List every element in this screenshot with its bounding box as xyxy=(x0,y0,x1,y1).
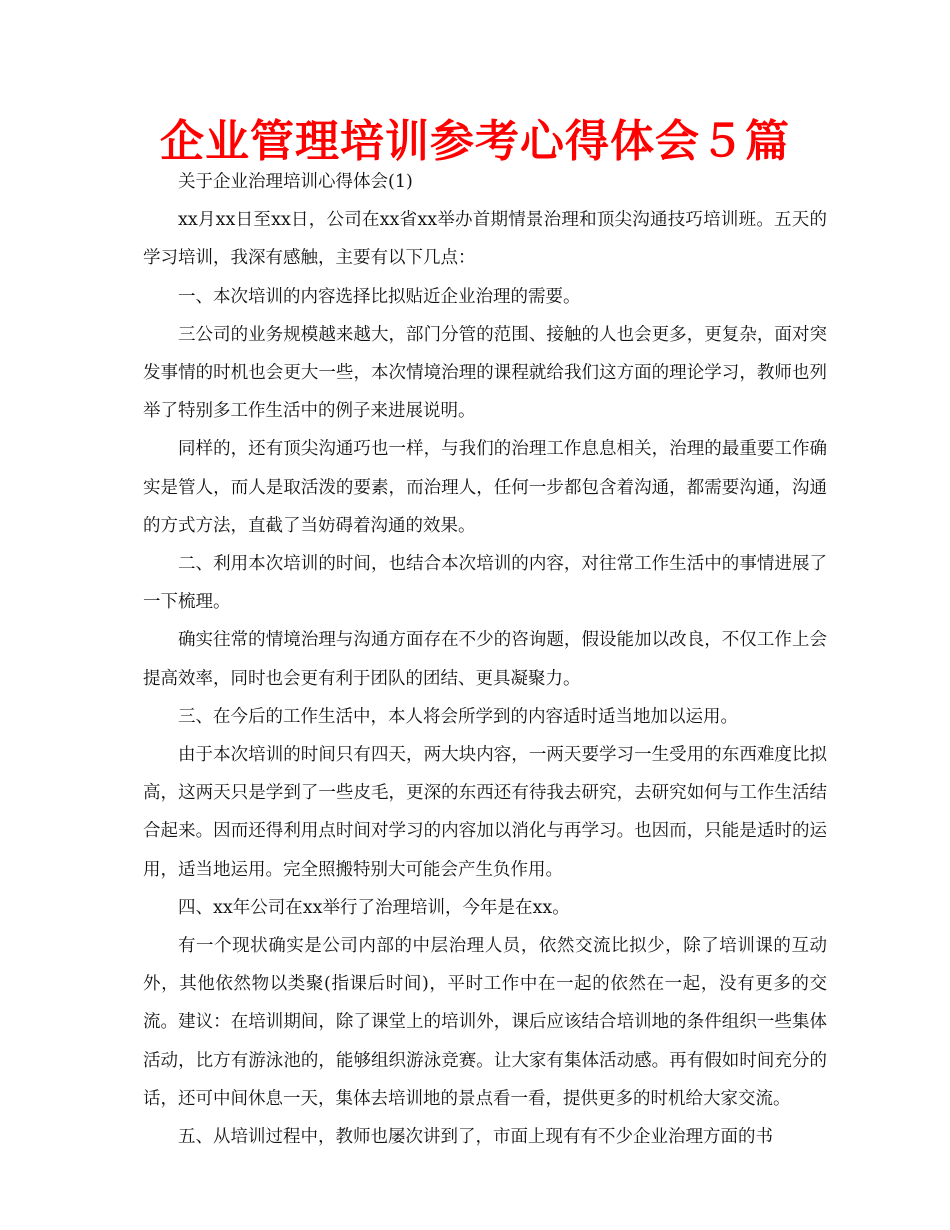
paragraph: 有一个现状确实是公司内部的中层治理人员，依然交流比拟少，除了培训课的互动外，其他依然物以类聚(指课后时间)，平时工作中在一起的依然在一起，没有更多的交流。建议：在培训期间，除了课堂上的培训外，课后应该结合培训地的条件组织一些集体活动，比方有游泳池的，能够组织游泳竞赛。让大家有集体活动感。再有假如时间充分的话，还可中间休息一天，集体去培训地的景点看一看，提供更多的时机给大家交流。 xyxy=(143,936,827,1109)
document-title: 企业管理培训参考心得体会５篇 xyxy=(160,116,790,167)
paragraph: 二、利用本次培训的时间，也结合本次培训的内容，对往常工作生活中的事情进展了一下梳理。 xyxy=(143,554,827,613)
paragraph: 由于本次培训的时间只有四天，两大块内容，一两天要学习一生受用的东西难度比拟高，这两天只是学到了一些皮毛，更深的东西还有待我去研究，去研究如何与工作生活结合起来。因而还得利用点时间对学习的内容加以消化与再学习。也因而，只能是适时的运用，适当地运用。完全照搬特别大可能会产生负作用。 xyxy=(143,745,827,880)
paragraph: 同样的，还有顶尖沟通巧也一样，与我们的治理工作息息相关，治理的最重要工作确实是管人，而人是取活泼的要素，而治理人，任何一步都包含着沟通，都需要沟通，沟通的方式方法，直截了当妨碍着沟通的效果。 xyxy=(143,439,827,536)
paragraph: xx月xx日至xx日，公司在xx省xx举办首期情景治理和顶尖沟通技巧培训班。五天的学习培训，我深有感触，主要有以下几点： xyxy=(143,210,827,269)
paragraph: 确实往常的情境治理与沟通方面存在不少的咨询题，假设能加以改良，不仅工作上会提高效率，同时也会更有利于团队的团结、更具凝聚力。 xyxy=(143,630,827,689)
paragraph: 五、从培训过程中，教师也屡次讲到了，市面上现有有不少企业治理方面的书 xyxy=(178,1127,773,1148)
paragraph: 三公司的业务规模越来越大，部门分管的范围、接触的人也会更多，更复杂，面对突发事情的时机也会更大一些，本次情境治理的课程就给我们这方面的理论学习，教师也列举了特别多工作生活中的例子来进展说明。 xyxy=(143,324,827,422)
paragraph: 一、本次培训的内容选择比拟贴近企业治理的需要。 xyxy=(178,286,581,307)
paragraph: 四、xx年公司在xx举行了治理培训，今年是在xx。 xyxy=(178,897,570,918)
paragraph: 三、在今后的工作生活中，本人将会所学到的内容适时适当地加以运用。 xyxy=(178,706,738,727)
document-body xyxy=(143,163,827,1156)
paragraph: 关于企业治理培训心得体会(1) xyxy=(178,172,413,192)
